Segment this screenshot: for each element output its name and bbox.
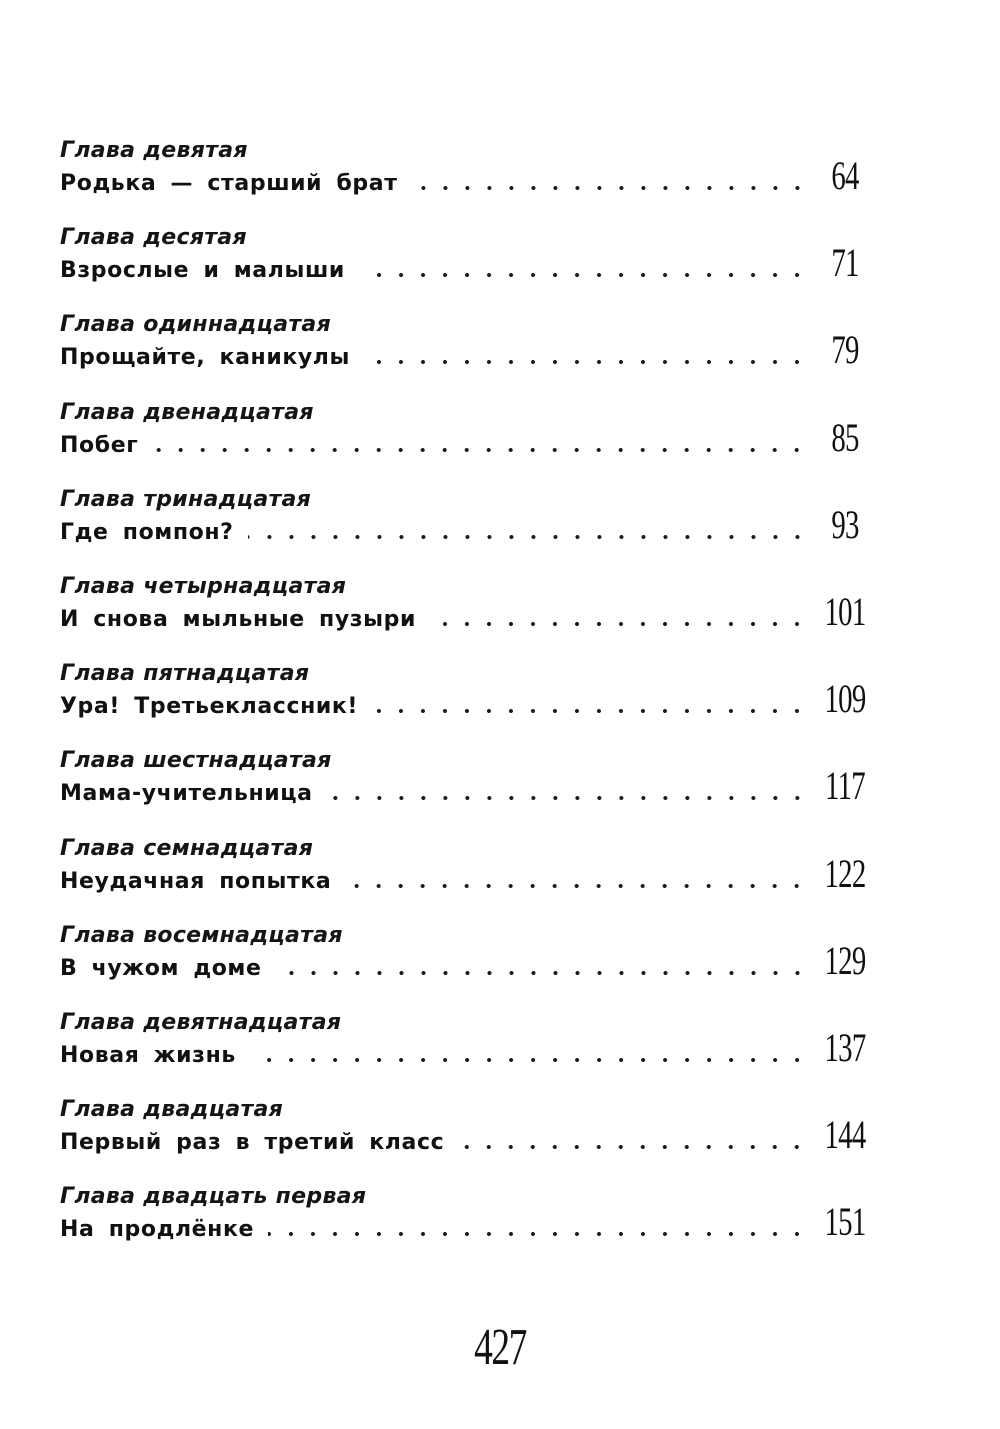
- dot-leader: [250, 1058, 808, 1062]
- toc-entry[interactable]: [60, 661, 880, 748]
- page-number: 71: [831, 240, 859, 286]
- dot-leader: [152, 448, 808, 452]
- chapter-title: Новая жизнь: [60, 1042, 236, 1068]
- toc-entry[interactable]: [60, 574, 880, 661]
- chapter-label: Глава семнадцатая: [60, 835, 314, 861]
- chapter-label: Глава девятая: [60, 138, 248, 163]
- toc-entry[interactable]: [60, 1010, 880, 1097]
- entry-line: [60, 694, 808, 719]
- entry-line: [60, 781, 808, 806]
- entry-line: [60, 171, 808, 196]
- chapter-title: Прощайте, каникулы: [60, 345, 351, 371]
- entry-line: [60, 956, 808, 981]
- dot-leader: [412, 186, 808, 190]
- toc-entry[interactable]: [60, 138, 880, 225]
- entry-line: [60, 258, 808, 283]
- chapter-title: Мама-учительница: [60, 781, 313, 807]
- chapter-label: Глава тринадцатая: [60, 486, 312, 512]
- entry-line: [60, 1130, 808, 1155]
- entry-line: [60, 607, 808, 632]
- page-number: 64: [831, 153, 859, 198]
- dot-leader: [372, 709, 808, 713]
- entry-line: [60, 345, 808, 370]
- dot-leader: [345, 884, 808, 888]
- table-of-contents: [60, 138, 880, 1271]
- dot-leader: [359, 273, 808, 277]
- entry-line: [60, 433, 808, 458]
- toc-entry[interactable]: [60, 225, 880, 312]
- page-number: 144: [824, 1112, 866, 1158]
- toc-entry[interactable]: [60, 923, 880, 1010]
- dot-leader: [458, 1145, 808, 1149]
- chapter-label: Глава пятнадцатая: [60, 661, 310, 687]
- toc-entry[interactable]: [60, 1184, 880, 1271]
- entry-line: [60, 869, 808, 894]
- chapter-title: И снова мыльные пузыри: [60, 606, 417, 632]
- dot-leader: [248, 535, 808, 539]
- chapter-title: Побег: [60, 432, 139, 458]
- chapter-label: Глава двенадцатая: [60, 399, 314, 425]
- dot-leader: [364, 360, 808, 364]
- entry-line: [60, 520, 808, 545]
- toc-entry[interactable]: [60, 487, 880, 574]
- chapter-title: Ура! Третьеклассник!: [60, 694, 359, 720]
- page-number: 101: [824, 588, 866, 634]
- chapter-label: Глава четырнадцатая: [60, 573, 347, 599]
- entry-line: [60, 1217, 808, 1242]
- chapter-title: Родька — старший брат: [60, 171, 398, 196]
- page-number: 109: [824, 676, 866, 722]
- dot-leader: [276, 971, 808, 975]
- toc-entry[interactable]: [60, 1097, 880, 1184]
- page-number: 129: [824, 937, 866, 983]
- folio-number: 427: [474, 1319, 526, 1376]
- toc-entry[interactable]: [60, 312, 880, 399]
- page-folio: [0, 1318, 1000, 1377]
- chapter-label: Глава десятая: [60, 225, 247, 251]
- page-number: 117: [825, 763, 865, 809]
- page-number: 85: [831, 414, 859, 460]
- chapter-title: Первый раз в третий класс: [60, 1130, 445, 1156]
- toc-entry[interactable]: [60, 836, 880, 923]
- chapter-title: В чужом доме: [60, 955, 262, 981]
- chapter-label: Глава девятнадцатая: [60, 1009, 342, 1035]
- chapter-label: Глава двадцать первая: [60, 1184, 367, 1210]
- toc-entry[interactable]: [60, 400, 880, 487]
- page-number: 151: [824, 1199, 866, 1245]
- chapter-label: Глава одиннадцатая: [60, 312, 331, 338]
- dot-leader: [327, 796, 808, 800]
- page-number: 93: [831, 501, 859, 547]
- chapter-title: Где помпон?: [60, 519, 234, 545]
- dot-leader: [430, 622, 808, 626]
- chapter-title: Неудачная попытка: [60, 868, 332, 894]
- entry-line: [60, 1043, 808, 1068]
- dot-leader: [268, 1232, 808, 1236]
- toc-entry[interactable]: [60, 748, 880, 835]
- chapter-title: На продлёнке: [60, 1217, 255, 1243]
- page-number: 79: [831, 327, 859, 373]
- chapter-label: Глава шестнадцатая: [60, 748, 332, 774]
- page-number: 137: [824, 1024, 866, 1070]
- chapter-title: Взрослые и малыши: [60, 258, 345, 284]
- page-number: 122: [824, 850, 866, 896]
- chapter-label: Глава двадцатая: [60, 1097, 284, 1123]
- chapter-label: Глава восемнадцатая: [60, 922, 343, 948]
